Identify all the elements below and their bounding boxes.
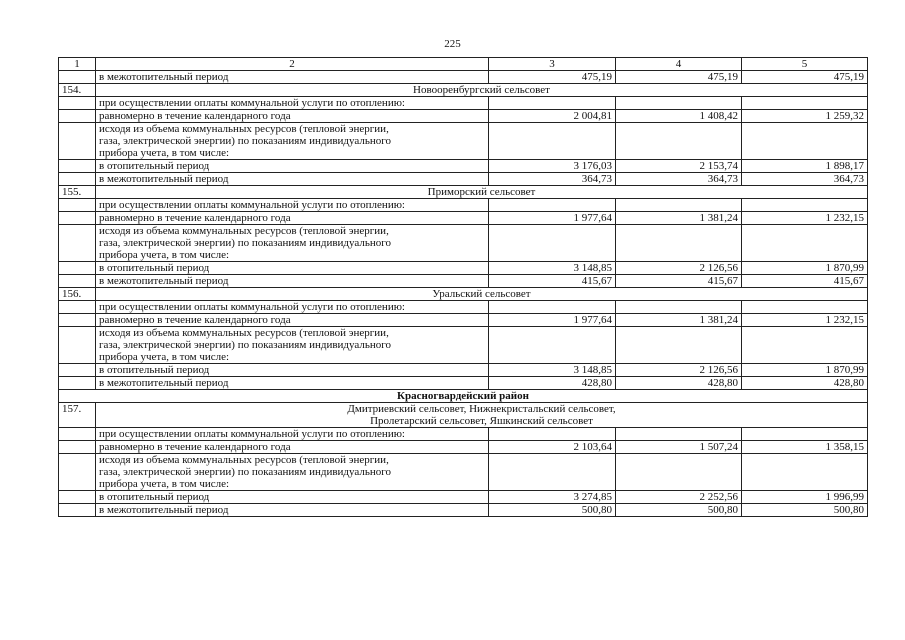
table-row: [59, 212, 868, 225]
row-value: 500,80: [616, 504, 742, 517]
row-value: 428,80: [616, 377, 742, 390]
row-value: 3 148,85: [489, 364, 616, 377]
row-label: в межотопительный период: [96, 275, 489, 288]
row-value: 415,67: [616, 275, 742, 288]
row-value: 1 232,15: [742, 314, 868, 327]
row-value: 1 358,15: [742, 441, 868, 454]
tariff-table: [58, 57, 868, 517]
row-value: 2 252,56: [616, 491, 742, 504]
section-title: Дмитриевский сельсовет, Нижнекристальский сельсовет, Пролетарский сельсовет, Яшкинский сельсовет: [96, 403, 868, 428]
district-title: Красногвардейский район: [59, 390, 868, 403]
row-label: в отопительный период: [96, 160, 489, 173]
column-header: 5: [742, 58, 868, 71]
table-row: [59, 364, 868, 377]
row-value: 364,73: [616, 173, 742, 186]
row-label: исходя из объема коммунальных ресурсов (тепловой энергии, газа, электрической энергии) по показаниям индивидуального прибора учета, в том числе:: [96, 327, 489, 364]
row-number: [59, 71, 96, 84]
row-label: при осуществлении оплаты коммунальной услуги по отоплению:: [96, 199, 489, 212]
table-row: [59, 377, 868, 390]
table-row: [59, 504, 868, 517]
row-label: в межотопительный период: [96, 377, 489, 390]
column-header: 1: [59, 58, 96, 71]
row-value: 2 126,56: [616, 364, 742, 377]
row-value: 1 870,99: [742, 262, 868, 275]
row-value: 2 004,81: [489, 110, 616, 123]
table-row: [59, 123, 868, 160]
table-row: [59, 301, 868, 314]
table-row: [59, 225, 868, 262]
table-row: [59, 160, 868, 173]
row-label: в отопительный период: [96, 262, 489, 275]
row-value: 3 176,03: [489, 160, 616, 173]
row-label: в межотопительный период: [96, 71, 489, 84]
row-label: в межотопительный период: [96, 173, 489, 186]
section-title-row: [59, 84, 868, 97]
table-row: [59, 97, 868, 110]
row-label: при осуществлении оплаты коммунальной услуги по отоплению:: [96, 97, 489, 110]
row-value: 500,80: [489, 504, 616, 517]
district-row: [59, 390, 868, 403]
table-row: [59, 428, 868, 441]
row-value: 3 148,85: [489, 262, 616, 275]
row-value: 1 507,24: [616, 441, 742, 454]
row-value: 1 259,32: [742, 110, 868, 123]
column-header: 4: [616, 58, 742, 71]
table-row: [59, 173, 868, 186]
row-value: 1 381,24: [616, 314, 742, 327]
row-value: 428,80: [742, 377, 868, 390]
row-number: 154.: [59, 84, 96, 97]
row-label: равномерно в течение календарного года: [96, 314, 489, 327]
row-label: исходя из объема коммунальных ресурсов (тепловой энергии, газа, электрической энергии) по показаниям индивидуального прибора учета, в том числе:: [96, 123, 489, 160]
row-number: 156.: [59, 288, 96, 301]
row-label: исходя из объема коммунальных ресурсов (тепловой энергии, газа, электрической энергии) по показаниям индивидуального прибора учета, в том числе:: [96, 454, 489, 491]
table-row: [59, 110, 868, 123]
row-number: 157.: [59, 403, 96, 428]
row-label: в отопительный период: [96, 364, 489, 377]
row-value: 364,73: [742, 173, 868, 186]
row-value: 2 103,64: [489, 441, 616, 454]
row-label: в межотопительный период: [96, 504, 489, 517]
row-value: 3 274,85: [489, 491, 616, 504]
table-row: [59, 314, 868, 327]
table-row: [59, 71, 868, 84]
row-value: 1 232,15: [742, 212, 868, 225]
row-label: равномерно в течение календарного года: [96, 441, 489, 454]
row-value: 428,80: [489, 377, 616, 390]
row-label: в отопительный период: [96, 491, 489, 504]
row-value: 1 996,99: [742, 491, 868, 504]
section-title-row: [59, 186, 868, 199]
row-value: 1 381,24: [616, 212, 742, 225]
table-row: [59, 327, 868, 364]
row-value: 1 408,42: [616, 110, 742, 123]
table-row: [59, 262, 868, 275]
row-label: исходя из объема коммунальных ресурсов (тепловой энергии, газа, электрической энергии) по показаниям индивидуального прибора учета, в том числе:: [96, 225, 489, 262]
section-title: Приморский сельсовет: [96, 186, 868, 199]
row-number: 155.: [59, 186, 96, 199]
row-label: при осуществлении оплаты коммунальной услуги по отоплению:: [96, 428, 489, 441]
row-value: 364,73: [489, 173, 616, 186]
row-value: 415,67: [489, 275, 616, 288]
table-row: [59, 199, 868, 212]
table-row: [59, 454, 868, 491]
column-header: 3: [489, 58, 616, 71]
section-title-row: [59, 288, 868, 301]
column-header: 2: [96, 58, 489, 71]
section-title: Новооренбургский сельсовет: [96, 84, 868, 97]
page-number: 225: [444, 38, 461, 50]
row-label: при осуществлении оплаты коммунальной услуги по отоплению:: [96, 301, 489, 314]
row-label: равномерно в течение календарного года: [96, 110, 489, 123]
table-row: [59, 441, 868, 454]
row-value: 1 898,17: [742, 160, 868, 173]
row-value: 475,19: [616, 71, 742, 84]
row-value: 415,67: [742, 275, 868, 288]
row-value: 1 870,99: [742, 364, 868, 377]
section-title-row: [59, 403, 868, 428]
row-value: 1 977,64: [489, 314, 616, 327]
row-label: равномерно в течение календарного года: [96, 212, 489, 225]
row-value: 475,19: [489, 71, 616, 84]
row-value: 2 126,56: [616, 262, 742, 275]
row-value: 1 977,64: [489, 212, 616, 225]
table-header-row: [59, 58, 868, 71]
section-title: Уральский сельсовет: [96, 288, 868, 301]
row-value: 2 153,74: [616, 160, 742, 173]
table-row: [59, 491, 868, 504]
row-value: 500,80: [742, 504, 868, 517]
row-value: 475,19: [742, 71, 868, 84]
table-row: [59, 275, 868, 288]
